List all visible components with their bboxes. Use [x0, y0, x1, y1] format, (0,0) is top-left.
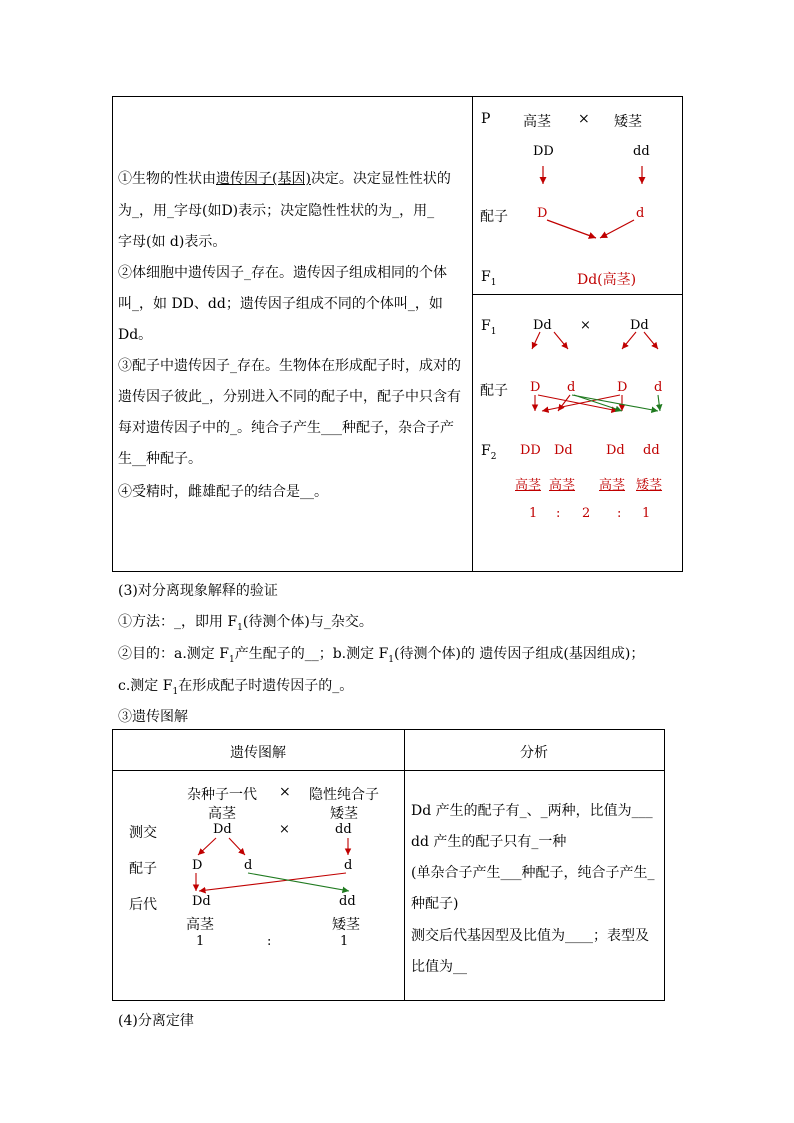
point-2-line-1: ②体细胞中遗传因子_存在。遗传因子组成相同的个体 [118, 265, 447, 281]
analysis-line-5: 测交后代基因型及比值为____；表型及 [411, 928, 649, 944]
parent2-geno: dd [335, 822, 352, 837]
f1-result: Dd(高茎) [577, 272, 637, 288]
point-3-line-1: ③配子中遗传因子_存在。生物体在形成配子时，成对的 [118, 358, 461, 374]
phenotype-4: 矮茎 [636, 478, 663, 493]
offspring-2: Dd [554, 443, 573, 458]
gamete-d-recessive: d [636, 206, 645, 221]
ratio-colon-1: : [556, 506, 561, 521]
tc-offspring-1: Dd [192, 894, 211, 909]
f2-label: $F_2$ [481, 443, 497, 462]
offspring-4: dd [643, 443, 660, 458]
f1-label-2: $F_1$ [481, 318, 497, 337]
point-3-line-3: 每对遗传因子中的_。纯合子产生___种配子，杂合子产 [118, 420, 454, 436]
tc-offspring-1-pheno: 高茎 [186, 917, 214, 933]
header-diagram: 遗传图解 [230, 745, 286, 761]
tc-ratio-left: 1 [196, 934, 205, 949]
cross-arrows-1 [472, 96, 683, 294]
tc-gamete-2: d [244, 858, 253, 873]
purpose-line-2: c.测定 $F_1$在形成配子时遗传因子的_。 [118, 678, 354, 697]
point-2-line-2: 叫_，如 DD、dd；遗传因子组成不同的个体叫_，如 [118, 296, 443, 312]
cross-symbol-2: × [580, 318, 591, 333]
section-3-title: (3)对分离现象解释的验证 [118, 583, 278, 599]
parent1-geno: Dd [213, 822, 232, 837]
parent2-phenotype: 矮茎 [614, 114, 642, 130]
gamete-label-2: 配子 [480, 383, 508, 399]
ratio-colon-2: : [617, 506, 622, 521]
phenotype-1: 高茎 [515, 478, 542, 493]
offspring-1: DD [520, 443, 541, 458]
parent2-genotype: dd [633, 144, 650, 159]
ratio-1: 1 [529, 506, 538, 521]
gamete-4: d [654, 380, 663, 395]
phenotype-2: 高茎 [549, 478, 576, 493]
point-4-line-1: ④受精时，雌雄配子的结合是__。 [118, 484, 328, 500]
ratio-3: 1 [642, 506, 651, 521]
parent2-name: 隐性纯合子 [309, 787, 379, 803]
gamete-label-3: 配子 [129, 861, 157, 877]
tc-offspring-2-pheno: 矮茎 [332, 917, 360, 933]
parent1-phenotype: 高茎 [523, 114, 551, 130]
section-4-title: (4)分离定律 [118, 1013, 194, 1029]
f1-parent2: Dd [630, 318, 649, 333]
testcross-label: 测交 [129, 825, 157, 841]
testcross-arrows [113, 771, 403, 999]
tc-gamete-3: d [344, 858, 353, 873]
arrow-gamete1-zygote [547, 220, 596, 238]
parent1-pheno: 高茎 [208, 806, 236, 822]
point-3-line-4: 生__种配子。 [118, 451, 202, 467]
analysis-line-6: 比值为__ [411, 959, 467, 975]
point-1-line-1: ①生物的性状由遗传因子(基因)决定。决定显性性状的 [118, 171, 451, 187]
f1-parent1: Dd [533, 318, 552, 333]
cross-top: × [279, 784, 291, 800]
header-analysis: 分析 [520, 745, 548, 761]
point-3-line-2: 遗传因子彼此_，分别进入不同的配子中，配子中只含有 [118, 389, 461, 405]
point-1-line-2: 为_，用_字母(如D)表示；决定隐性性状的为_，用_ [118, 203, 435, 219]
gamete-3: D [617, 380, 628, 395]
gamete-d-dominant: D [537, 206, 548, 221]
point-2-line-3: Dd。 [118, 327, 153, 343]
tc-ratio-colon: : [267, 934, 272, 949]
purpose-line-1: ②目的：a.测定 $F_1$产生配子的__；b.测定 $F_1$(待测个体)的 遗传因子组成(基因组成)； [118, 646, 645, 665]
analysis-line-4: 种配子) [411, 896, 459, 912]
tc-ratio-right: 1 [340, 934, 349, 949]
point-1-line-3: 字母(如 d)表示。 [118, 234, 227, 250]
analysis-line-2: dd 产生的配子只有_一种 [411, 834, 567, 850]
cross-symbol: × [578, 111, 590, 127]
gamete-label: 配子 [480, 209, 508, 225]
tc-offspring-2: dd [339, 894, 356, 909]
parent1-name: 杂种子一代 [187, 787, 257, 803]
phenotype-3: 高茎 [599, 478, 626, 493]
arrow-gamete2-zygote [600, 220, 634, 238]
f1-label: $F_1$ [481, 269, 497, 288]
offspring-label: 后代 [129, 897, 157, 913]
analysis-line-3: (单杂合子产生___种配子，纯合子产生_ [411, 865, 655, 881]
cross-mid: × [279, 822, 290, 837]
p-label: P [481, 111, 491, 127]
diagram-title: ③遗传图解 [118, 709, 188, 725]
method-line: ①方法：_，即用 $F_1$(待测个体)与_杂交。 [118, 614, 373, 633]
tc-gamete-1: D [192, 858, 203, 873]
gamete-2: d [567, 380, 576, 395]
cross-arrows-2 [472, 295, 683, 425]
parent1-genotype: DD [533, 144, 554, 159]
ratio-2: 2 [582, 506, 591, 521]
gamete-1: D [530, 380, 541, 395]
parent2-pheno: 矮茎 [330, 806, 358, 822]
offspring-3: Dd [606, 443, 625, 458]
analysis-line-1: Dd 产生的配子有_、_两种，比值为___ [411, 803, 653, 819]
